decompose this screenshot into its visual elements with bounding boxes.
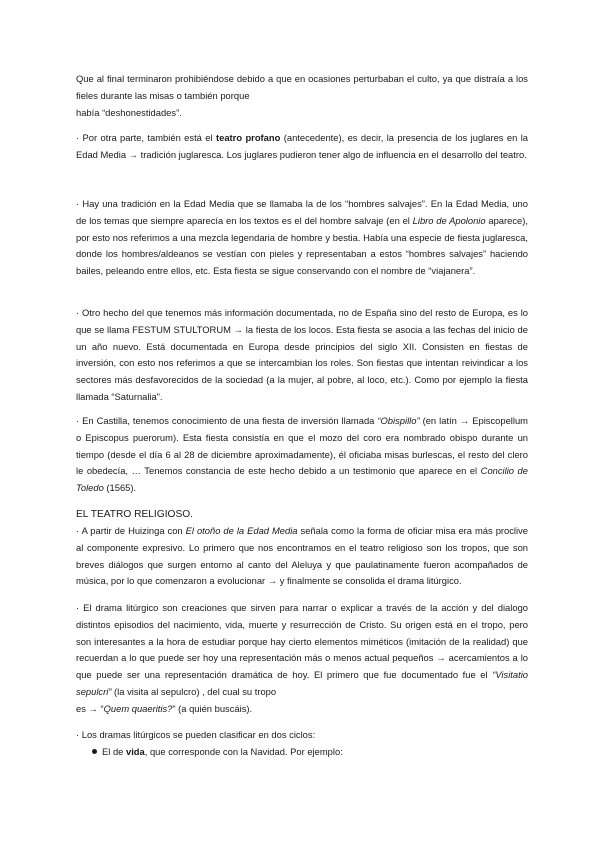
italic-term: “Obispillo”	[377, 415, 420, 426]
paragraph-deshonestidades	[76, 71, 528, 121]
paragraph-text: (la visita al sepulcro) , del cual su tropo	[111, 685, 277, 697]
list-item	[92, 744, 343, 761]
paragraph-teatro-profano	[76, 130, 528, 164]
section-heading: EL TEATRO RELIGIOSO.	[76, 509, 193, 520]
italic-title: Concilio de Toledo	[76, 465, 528, 494]
list-item-text: El de	[102, 746, 126, 757]
paragraph-huizinga	[76, 523, 528, 590]
paragraph-text: es → “	[76, 702, 104, 714]
paragraph-text: (en latín → Episcopellum o Episcopus puerorum). Esta fiesta consistía en que el mozo del coro era nombrado obispo durante un tiempo (desde el día 6 al 28 de diciembre aproximadamente), él oficiaba misas burlescas, el resto del clero le obedecía, … Tenemos constancia de este hecho debido a un testimonio que aparece en el	[76, 415, 528, 477]
italic-title: Libro de Apolonio	[412, 214, 486, 226]
paragraph-text: · El drama litúrgico son creaciones que sirven para narrar o explicar a través de la acción y del dialogo distintos episodios del nacimiento, vida, muerte y resurrección de Cristo. Su origen está en el tropo, pero son interesantes a la hora de estudiar porque hay cierto elementos miméticos (imitación de la realidad) que recuerdan a lo que puede ser hoy una representación más o menos actual pequeños → acercamientos a lo que puede ser una representación dramática de hoy. El primero que fue documentado fue el	[76, 602, 528, 681]
bullet-icon	[92, 749, 97, 754]
paragraph-text: Que al final terminaron prohibiéndose debido a que en ocasiones perturbaban el culto, ya que distraía a los fieles durante las misas o también porque	[76, 73, 528, 101]
paragraph-text: · En Castilla, tenemos conocimiento de una fiesta de inversión llamada	[76, 415, 378, 426]
paragraph-text: señala como la forma de oficiar misa era más proclive al componente expresivo. Lo primero que nos encontramos en el teatro religioso son los tropos, que son breves diálogos que surgen entorno al canto del Aleluya y que paulatinamente fueron acompañados de música, por lo que comenzaron a evolucionar → y finalmente se consolida el drama litúrgico.	[76, 525, 528, 587]
paragraph-ciclos	[76, 727, 528, 744]
paragraph-text: había “deshonestidades”.	[76, 106, 182, 118]
bold-term: teatro profano	[216, 132, 281, 143]
paragraph-text: · Por otra parte, también está el	[76, 132, 216, 143]
bold-term: vida	[125, 746, 145, 757]
italic-title: “Visitatio sepulcri”	[76, 669, 528, 697]
paragraph-text: aparece), por esto nos referimos a una mezcla legendaria de hombre y bestia. Había una especie de fiesta juglaresca, donde los hombres/aldeanos se vestían con pieles y representaban a estos “hombres salvajes” haciendo bailes, peleando entre ellos, etc. Esta fiesta se sigue conservando con el nombre de “viajanera”.	[76, 214, 528, 277]
italic-title: Quem quaeritis?	[103, 702, 173, 714]
paragraph-text: (antecedente), es decir, la presencia de los juglares en la Edad Media → tradición juglaresca. Los juglares pudieron tener algo de influencia en el desarrollo del teatro.	[76, 132, 528, 160]
paragraph-text: · Los dramas litúrgicos se pueden clasificar en dos ciclos:	[76, 729, 316, 740]
paragraph-obispillo	[76, 413, 528, 497]
paragraph-hombres-salvajes	[76, 196, 528, 280]
paragraph-text: ” (a quién buscáis).	[172, 702, 253, 714]
paragraph-festum-stultorum	[76, 305, 528, 406]
italic-title: El otoño de la Edad Media	[185, 525, 298, 536]
paragraph-text: · Hay una tradición en la Edad Media que se llamaba la de los “hombres salvajes”. En la Edad Media, uno de los temas que siempre aparecía en los textos es el del hombre salvaje (en el	[76, 198, 528, 226]
paragraph-drama-liturgico	[76, 600, 528, 718]
paragraph-text: (1565).	[103, 482, 137, 494]
list-item-text: , que corresponde con la Navidad. Por ejemplo:	[144, 746, 343, 757]
paragraph-text: · A partir de Huizinga con	[76, 525, 186, 536]
paragraph-text: · Otro hecho del que tenemos más información documentada, no de España sino del resto de Europa, es lo que se llama FESTUM STULTORUM → la fiesta de los locos. Esta fiesta se asocia a las fechas del inicio de un año nuevo. Está documentada en Europa desde principios del siglo XII. Consisten en fiestas de inversión, con esto nos referimos a que se intercambian los roles. Son fiestas que intentan reivindicar a los sectores más desfavorecidos de la sociedad (a la mujer, al pobre, al loco, etc.). Como por ejemplo la fiesta llamada “Saturnalia”.	[76, 307, 528, 402]
